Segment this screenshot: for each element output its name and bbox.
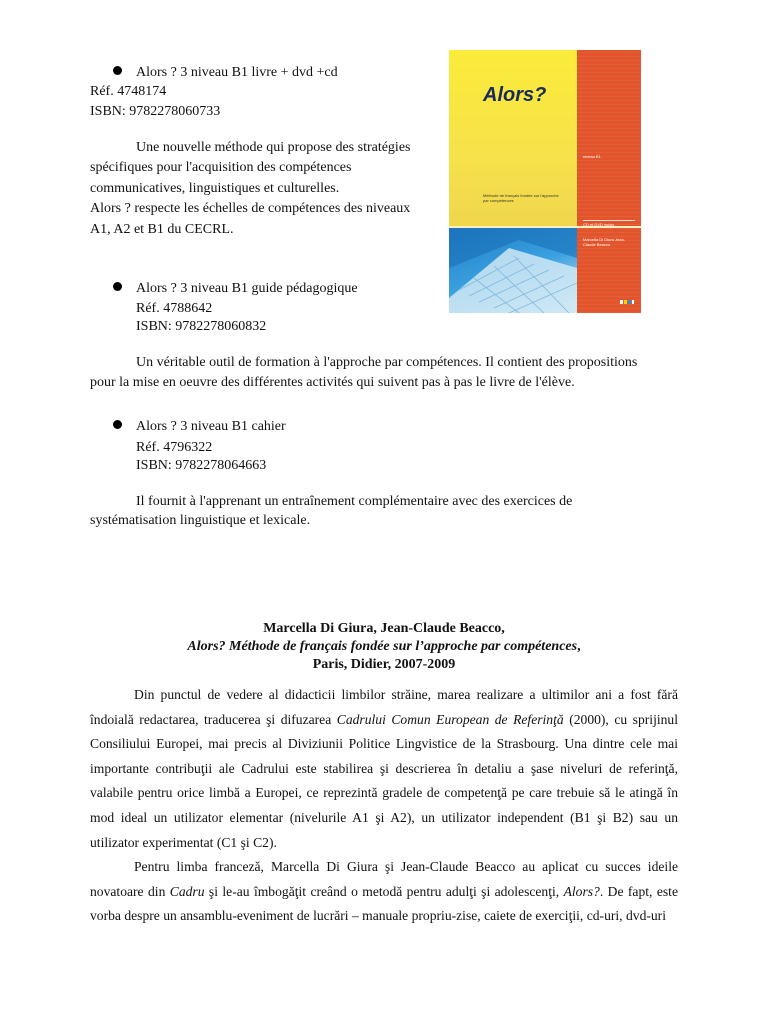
cover-title: Alors? — [483, 84, 547, 106]
product-isbn: ISBN: 9782278060733 — [90, 104, 221, 119]
cover-rule — [583, 220, 635, 221]
cover-label: CD et DVD inclus — [583, 222, 615, 227]
product-description-line: Une nouvelle méthode qui propose des stratégies — [136, 140, 411, 155]
review-emphasis: Alors? — [563, 883, 600, 899]
review-text: Din punctul de vedere al didacticii limbilor străine, marea realizare a ultimilor ani a fost fără îndoială redactarea, traducerea şi difuzarea — [90, 687, 678, 727]
product-isbn: ISBN: 9782278060832 — [136, 319, 267, 334]
review-paragraph — [90, 683, 678, 855]
product-isbn: ISBN: 9782278064663 — [136, 458, 267, 473]
review-text: . De fapt, este vorba despre un ansamblu-eveniment de lucrări – manuale propriu-zise, caiete de exerciţii, cd-uri, dvd-uri — [90, 883, 678, 924]
product-description-line: pour la mise en oeuvre des différentes activités qui suivent pas à pas le livre de l'élève. — [90, 375, 575, 390]
product-ref: Réf. 4788642 — [136, 301, 213, 316]
review-body — [90, 683, 678, 929]
bullet-icon — [113, 282, 122, 291]
product-title: Alors ? 3 niveau B1 guide pédagogique — [136, 281, 358, 296]
publisher-logo-icon — [620, 299, 634, 305]
review-text: şi le-au îmbogăţit creând o metodă pentru adulţi şi adolescenţi, — [204, 883, 564, 899]
bullet-icon — [113, 420, 122, 429]
product-description-line: systématisation linguistique et lexicale. — [90, 513, 311, 528]
book-cover-image — [449, 50, 641, 313]
bullet-icon — [113, 66, 122, 75]
product-description-line: Alors ? respecte les échelles de compétences des niveaux — [90, 201, 411, 216]
review-emphasis: Cadru — [169, 883, 205, 899]
product-description-line: Un véritable outil de formation à l'approche par compétences. Il contient des propositions — [136, 355, 638, 370]
cover-photo-panel — [449, 228, 577, 313]
cover-niveau: niveau B1 — [583, 154, 601, 159]
review-emphasis: Cadrului Comun European de Referinţă — [336, 711, 564, 727]
product-description-line: communicatives, linguistiques et culturelles. — [90, 181, 340, 196]
product-description-line: A1, A2 et B1 du CECRL. — [90, 222, 234, 237]
cover-authors: Marcella Di Giura Jean-Claude Beacco — [583, 237, 626, 247]
review-paragraph — [90, 855, 678, 929]
product-ref: Réf. 4796322 — [136, 440, 213, 455]
product-description-line: Il fournit à l'apprenant un entraînement complémentaire avec des exercices de — [136, 494, 573, 509]
product-ref: Réf. 4748174 — [90, 84, 167, 99]
product-title: Alors ? 3 niveau B1 cahier — [136, 419, 286, 434]
review-authors: Marcella Di Giura, Jean-Claude Beacco, — [263, 621, 505, 636]
review-title-comma: , — [577, 639, 581, 654]
product-description-line: spécifiques pour l'acquisition des compétences — [90, 160, 352, 175]
review-publication: Paris, Didier, 2007-2009 — [312, 657, 456, 672]
cover-subtitle: Méthode de français fondée sur l'approche par compétences — [483, 193, 559, 203]
review-text: (2000), cu sprijinul Consiliului Europei, mai precis al Diviziunii Politice Lingvistice de la Strasbourg. Una dintre cele mai importante contribuţii ale Cadrului este stabilirea şi descrierea în detaliu a şase niveluri de referinţă, valabile pentru orice limbă a Europei, ce reprezintă gradele de competenţă pe care trebuie să le atingă în mod ideal un utilizator elementar (nivelurile A1 şi A2), un utilizator independent (B1 şi B2) sau un utilizator experimentat (C1 şi C2). — [90, 711, 678, 850]
cover-building-illustration — [449, 228, 577, 313]
cover-orange-panel — [577, 50, 641, 313]
review-book-title: Alors? Méthode de français fondée sur l’approche par compétences — [187, 639, 578, 654]
review-text: Pentru limba franceză, Marcella Di Giura şi Jean-Claude Beacco au aplicat cu succes ideile novatoare din — [90, 859, 678, 899]
product-title: Alors ? 3 niveau B1 livre + dvd +cd — [136, 65, 338, 80]
